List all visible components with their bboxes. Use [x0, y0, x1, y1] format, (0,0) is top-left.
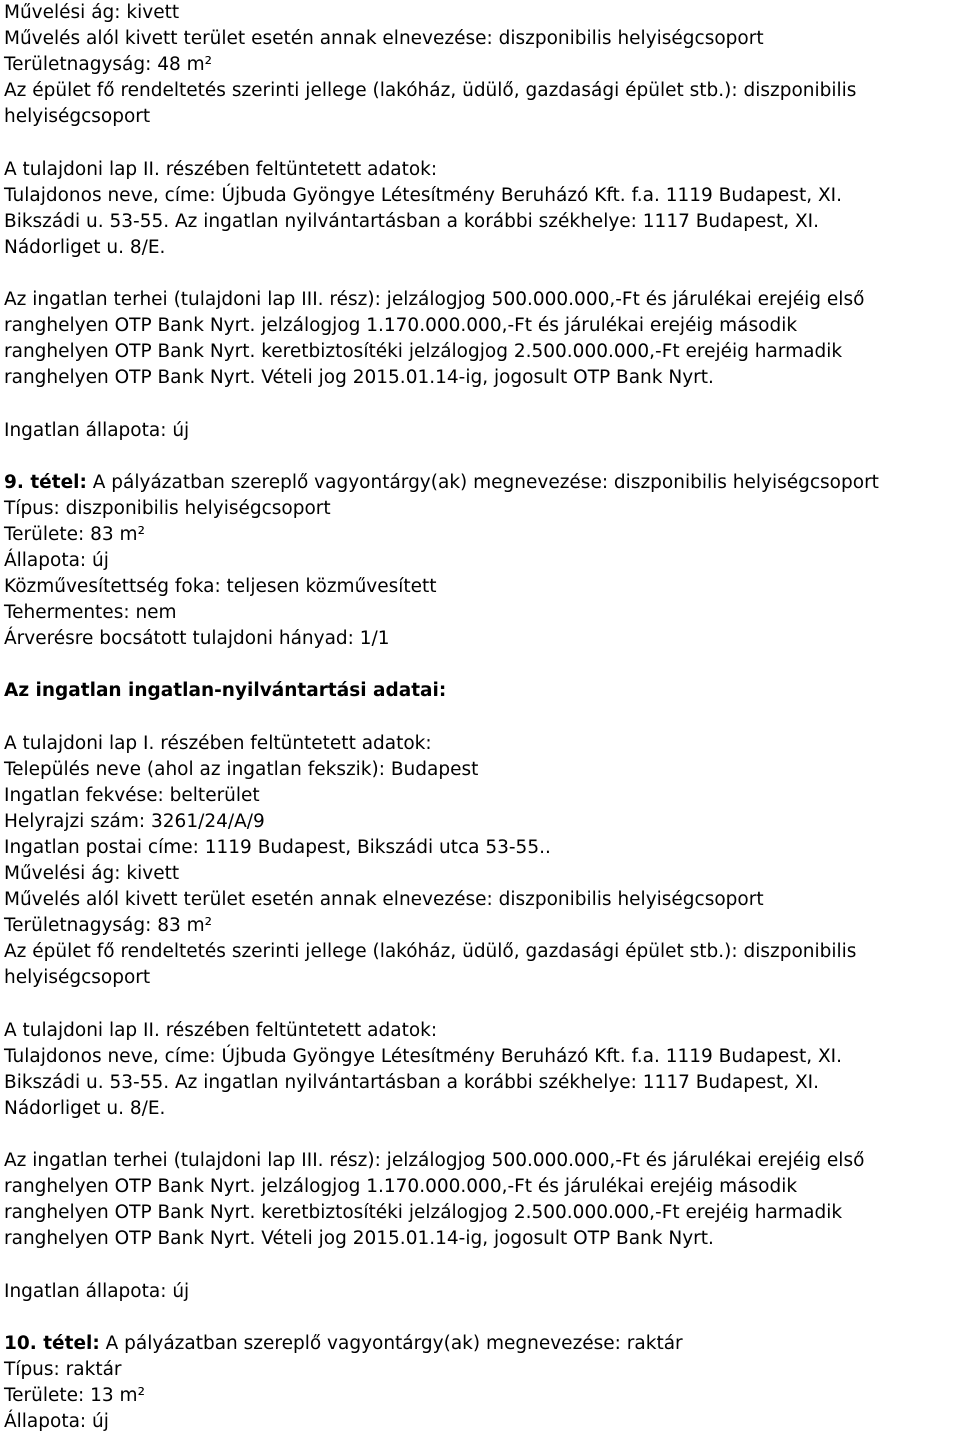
line-text: A pályázatban szereplő vagyontárgy(ak) megnevezése: diszponibilis helyiségcsoport	[86, 471, 879, 493]
text-line	[4, 1383, 954, 1409]
blank-line	[4, 1122, 954, 1148]
line-text: Típus: diszponibilis helyiségcsoport	[4, 497, 331, 519]
text-line	[4, 731, 954, 757]
text-line	[4, 939, 954, 965]
blank-line	[4, 652, 954, 678]
line-text: A tulajdoni lap II. részében feltüntetett adatok:	[4, 158, 438, 180]
line-text: Ingatlan postai címe: 1119 Budapest, Bikszádi utca 53-55..	[4, 837, 551, 858]
bold-label: 9. tétel:	[4, 471, 87, 493]
line-text: Tulajdonos neve, címe: Újbuda Gyöngye Létesítmény Beruházó Kft. f.a. 1119 Budapest, XI.	[4, 1045, 842, 1067]
line-text: Tulajdonos neve, címe: Újbuda Gyöngye Létesítmény Beruházó Kft. f.a. 1119 Budapest, XI.	[4, 184, 842, 206]
text-line	[4, 26, 954, 52]
line-text: Bikszádi u. 53-55. Az ingatlan nyilvántartásban a korábbi székhelye: 1117 Budapest, XI.	[4, 210, 820, 232]
text-line	[4, 861, 954, 887]
text-line	[4, 1044, 954, 1070]
line-text: Közművesítettség foka: teljesen közművesített	[4, 576, 437, 598]
text-line	[4, 626, 954, 652]
line-text: Helyrajzi szám: 3261/24/A/9	[4, 810, 265, 832]
bold-label: 10. tétel:	[4, 1332, 100, 1354]
text-line	[4, 157, 954, 183]
line-text: Tehermentes: nem	[4, 602, 177, 624]
text-line	[4, 548, 954, 574]
line-text: ranghelyen OTP Bank Nyrt. jelzálogjog 1.170.000.000,-Ft és járulékai erejéig második	[4, 1176, 798, 1198]
line-text: Területe: 13 m²	[4, 1384, 145, 1406]
line-text: Az épület fő rendeltetés szerinti jellege (lakóház, üdülő, gazdasági épület stb.): diszponibilis	[4, 80, 857, 102]
line-text: Nádorliget u. 8/E.	[4, 236, 166, 258]
text-line	[4, 887, 954, 913]
line-text: Nádorliget u. 8/E.	[4, 1097, 166, 1119]
line-text: Bikszádi u. 53-55. Az ingatlan nyilvántartásban a korábbi székhelye: 1117 Budapest, XI.	[4, 1071, 820, 1093]
line-text: Az ingatlan terhei (tulajdoni lap III. rész): jelzálogjog 500.000.000,-Ft és járulékai erejéig első	[4, 289, 865, 311]
text-line	[4, 1096, 954, 1122]
text-line	[4, 235, 954, 261]
blank-line	[4, 1253, 954, 1279]
text-line	[4, 1070, 954, 1096]
line-text: helyiségcsoport	[4, 967, 151, 989]
line-text: Ingatlan fekvése: belterület	[4, 784, 260, 806]
line-text: Állapota: új	[4, 1411, 109, 1433]
line-text: Az épület fő rendeltetés szerinti jellege (lakóház, üdülő, gazdasági épület stb.): diszponibilis	[4, 941, 857, 963]
text-line	[4, 496, 954, 522]
line-text: Település neve (ahol az ingatlan fekszik): Budapest	[4, 758, 479, 780]
text-line	[4, 1279, 954, 1305]
text-line	[4, 1331, 954, 1357]
text-line	[4, 1226, 954, 1252]
text-line	[4, 470, 954, 496]
text-line	[4, 809, 954, 835]
text-line	[4, 600, 954, 626]
line-text: Árverésre bocsátott tulajdoni hányad: 1/1	[4, 628, 390, 650]
text-line	[4, 1200, 954, 1226]
line-text: Területnagyság: 83 m²	[4, 915, 213, 937]
text-line	[4, 913, 954, 939]
text-line	[4, 183, 954, 209]
text-line	[4, 287, 954, 313]
text-line	[4, 104, 954, 130]
line-text: Állapota: új	[4, 549, 109, 571]
line-text: Az ingatlan terhei (tulajdoni lap III. rész): jelzálogjog 500.000.000,-Ft és járulékai erejéig első	[4, 1150, 865, 1172]
text-line	[4, 52, 954, 78]
text-line	[4, 678, 954, 704]
text-line	[4, 209, 954, 235]
line-text: Művelés alól kivett terület esetén annak elnevezése: diszponibilis helyiségcsoport	[4, 28, 764, 50]
line-text: Művelés alól kivett terület esetén annak elnevezése: diszponibilis helyiségcsoport	[4, 889, 764, 911]
blank-line	[4, 705, 954, 731]
text-line	[4, 835, 954, 861]
line-text: ranghelyen OTP Bank Nyrt. Vételi jog 2015.01.14-ig, jogosult OTP Bank Nyrt.	[4, 1228, 714, 1250]
text-line	[4, 965, 954, 991]
text-line	[4, 313, 954, 339]
line-text: A tulajdoni lap II. részében feltüntetett adatok:	[4, 1019, 438, 1041]
blank-line	[4, 444, 954, 470]
text-line	[4, 418, 954, 444]
line-text: Ingatlan állapota: új	[4, 1280, 190, 1302]
line-text: Ingatlan állapota: új	[4, 419, 190, 441]
line-text: ranghelyen OTP Bank Nyrt. jelzálogjog 1.170.000.000,-Ft és járulékai erejéig második	[4, 315, 798, 337]
line-text: ranghelyen OTP Bank Nyrt. keretbiztosítéki jelzálogjog 2.500.000.000,-Ft erejéig harmadik	[4, 341, 843, 363]
blank-line	[4, 130, 954, 156]
blank-line	[4, 391, 954, 417]
text-line	[4, 1174, 954, 1200]
text-line	[4, 783, 954, 809]
text-line	[4, 757, 954, 783]
blank-line	[4, 1305, 954, 1331]
line-text: A tulajdoni lap I. részében feltüntetett adatok:	[4, 732, 432, 754]
text-line	[4, 1148, 954, 1174]
line-text: ranghelyen OTP Bank Nyrt. Vételi jog 2015.01.14-ig, jogosult OTP Bank Nyrt.	[4, 367, 714, 389]
text-line	[4, 522, 954, 548]
blank-line	[4, 261, 954, 287]
document-body	[4, 0, 954, 1435]
line-text: Művelési ág: kivett	[4, 2, 180, 23]
line-text: A pályázatban szereplő vagyontárgy(ak) megnevezése: raktár	[99, 1332, 683, 1354]
text-line	[4, 1409, 954, 1435]
text-line	[4, 78, 954, 104]
text-line	[4, 1018, 954, 1044]
text-line	[4, 574, 954, 600]
line-text: Típus: raktár	[4, 1358, 122, 1380]
line-text: Területe: 83 m²	[4, 523, 145, 545]
line-text: Művelési ág: kivett	[4, 863, 180, 885]
text-line	[4, 1357, 954, 1383]
text-line	[4, 365, 954, 391]
line-text: Területnagyság: 48 m²	[4, 54, 213, 76]
blank-line	[4, 992, 954, 1018]
line-text: ranghelyen OTP Bank Nyrt. keretbiztosítéki jelzálogjog 2.500.000.000,-Ft erejéig harmadik	[4, 1202, 843, 1224]
bold-label: Az ingatlan ingatlan-nyilvántartási adatai:	[4, 680, 447, 702]
line-text: helyiségcsoport	[4, 106, 151, 128]
text-line	[4, 339, 954, 365]
text-line	[4, 0, 954, 26]
